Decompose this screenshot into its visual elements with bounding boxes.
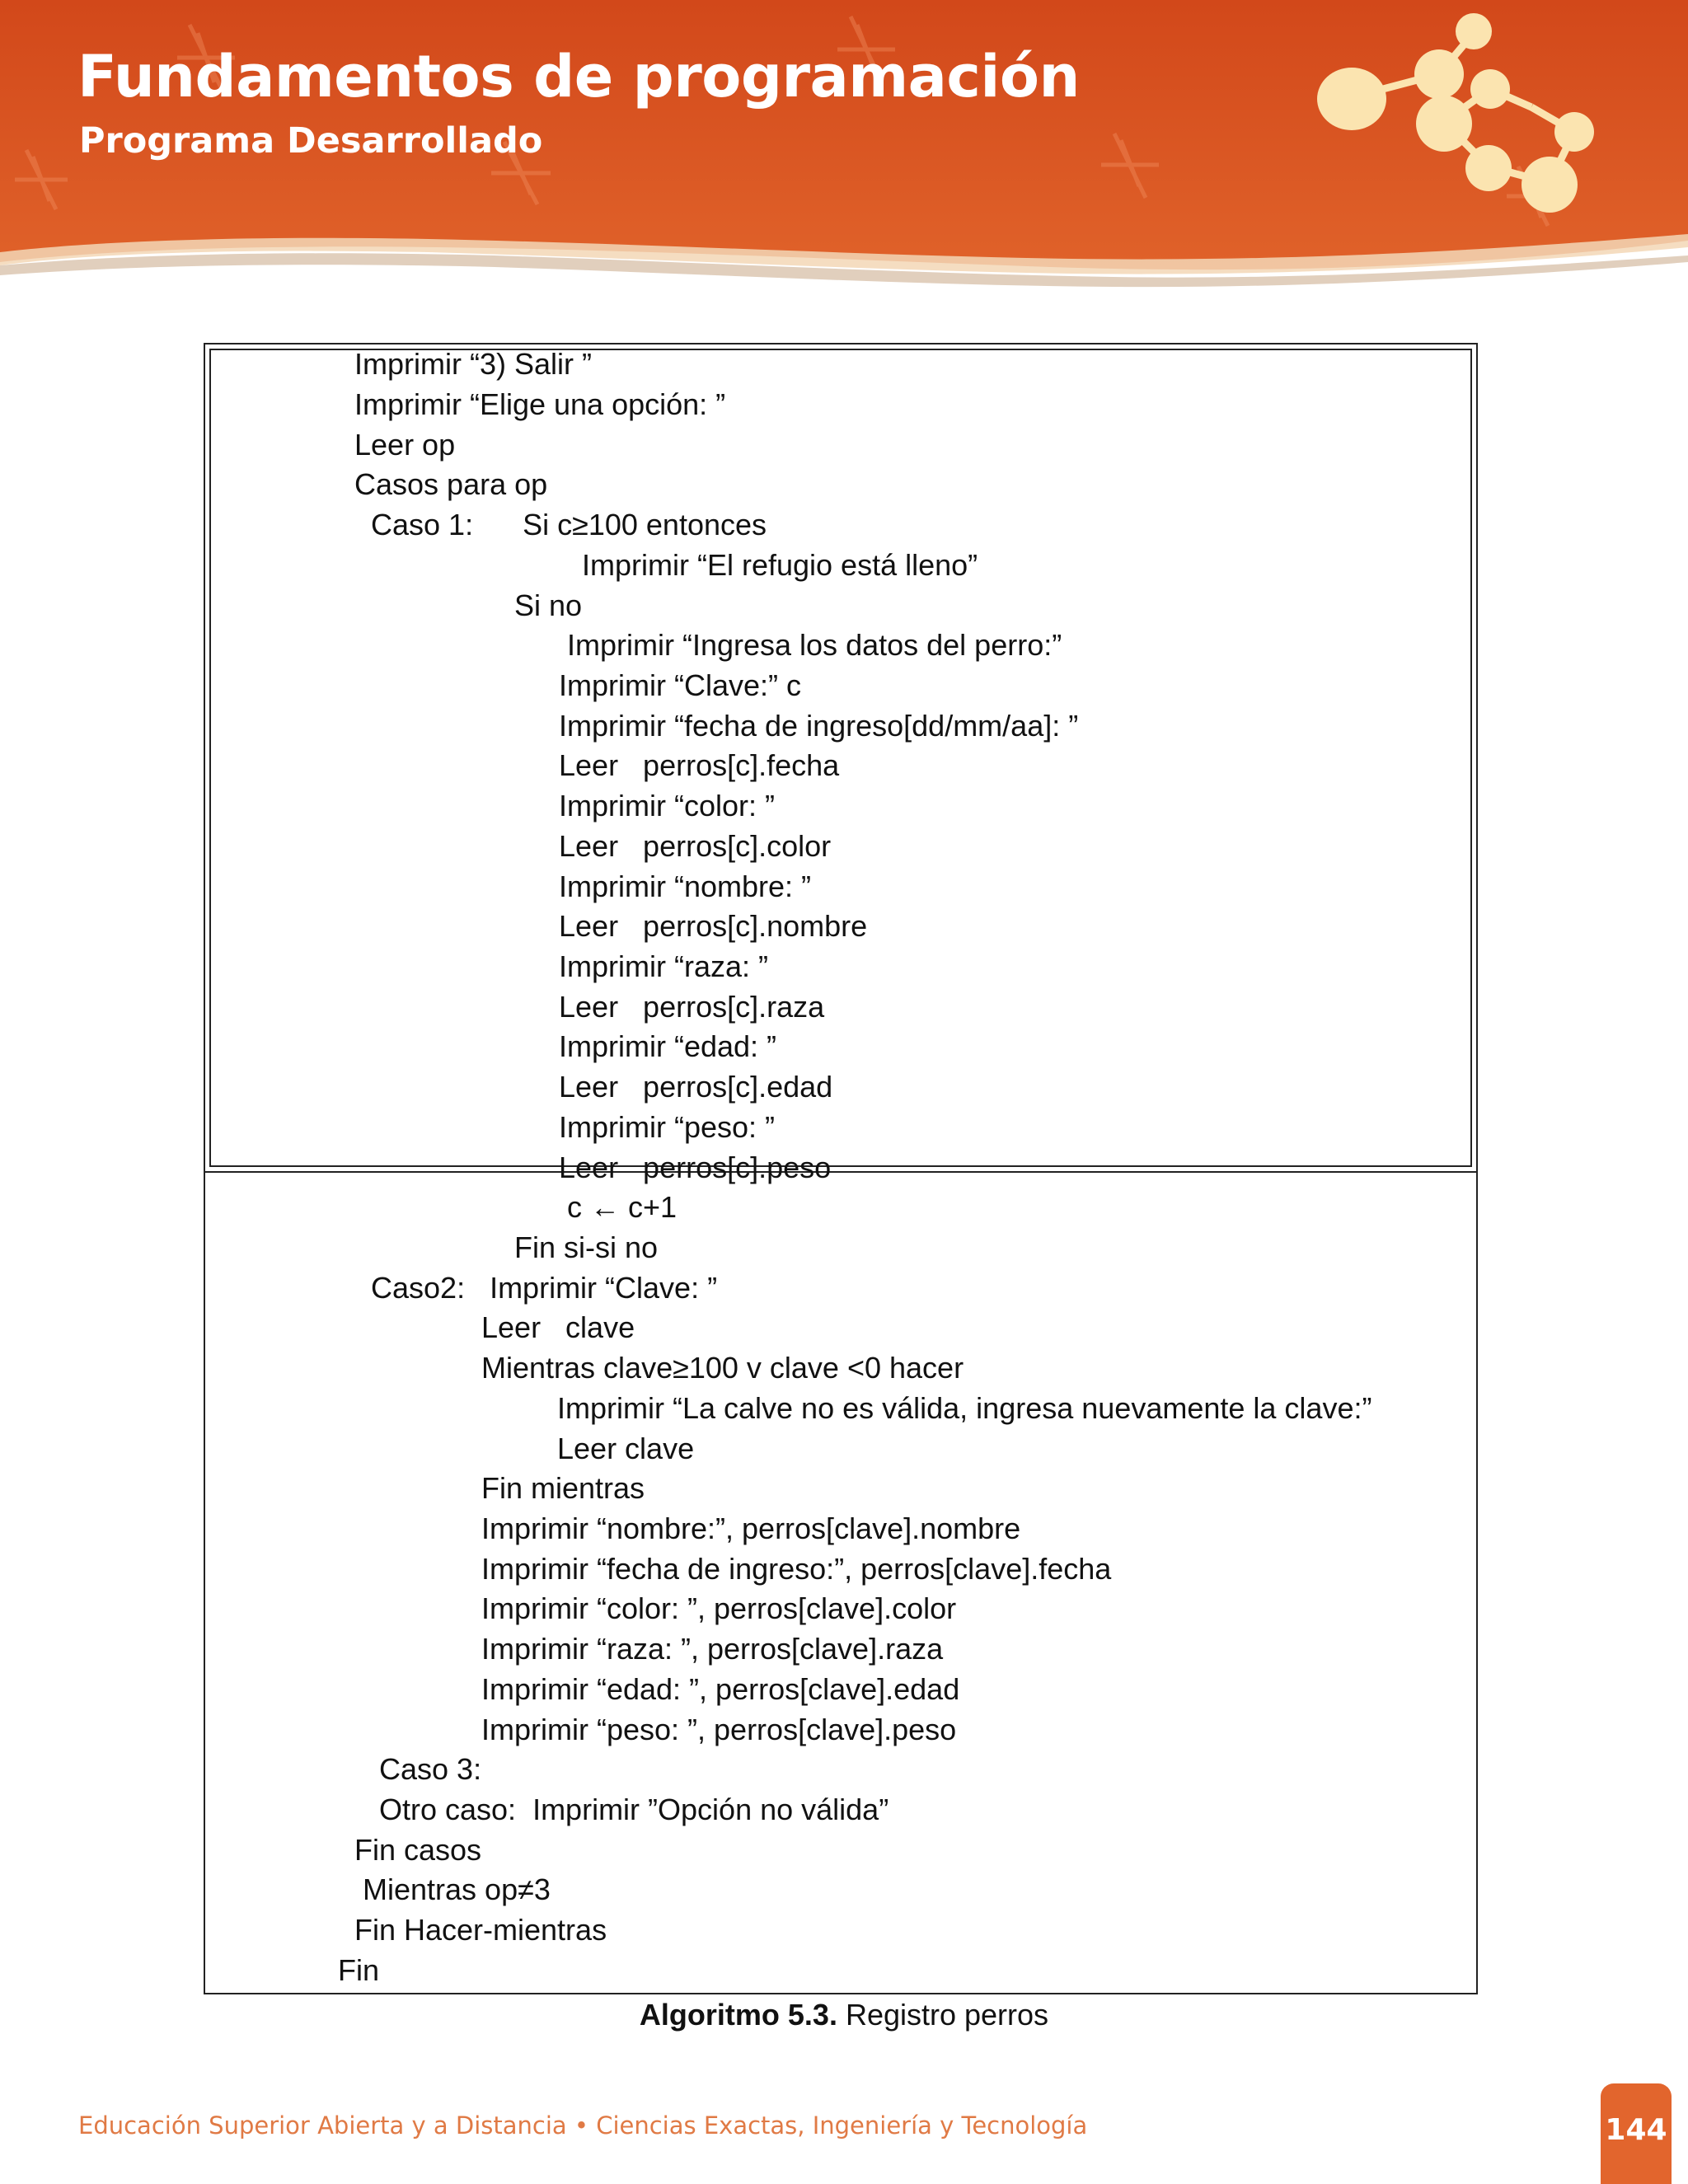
code-line: Leer perros[c].edad	[559, 1070, 833, 1104]
code-line: Imprimir “3) Salir ”	[354, 347, 592, 381]
code-line: Imprimir “edad: ”	[559, 1029, 777, 1063]
code-line: Mientras clave≥100 v clave <0 hacer	[481, 1351, 964, 1385]
code-line: Imprimir “nombre:”, perros[clave].nombre	[481, 1511, 1021, 1545]
code-line: Imprimir “El refugio está lleno”	[582, 548, 978, 582]
code-line: Leer clave	[481, 1310, 635, 1344]
page-number-tab	[1601, 2083, 1672, 2184]
code-line: Imprimir “edad: ”, perros[clave].edad	[481, 1672, 960, 1706]
caption-label: Algoritmo 5.3.	[639, 1998, 837, 2032]
code-line: Imprimir “raza: ”	[559, 949, 768, 983]
algorithm-box-frame	[204, 343, 1478, 1994]
code-line: Leer op	[354, 428, 456, 462]
code-line: Si no	[514, 588, 583, 622]
code-line: Fin	[338, 1953, 380, 1987]
code-line: Imprimir “color: ”	[559, 789, 775, 823]
code-line: Imprimir “peso: ”	[559, 1110, 776, 1144]
code-line: Otro caso: Imprimir ”Opción no válida”	[379, 1793, 889, 1826]
code-line: Caso2: Imprimir “Clave: ”	[371, 1271, 718, 1305]
code-line: Leer perros[c].nombre	[559, 909, 868, 943]
code-line: Imprimir “nombre: ”	[559, 869, 812, 903]
code-line: Imprimir “peso: ”, perros[clave].peso	[481, 1713, 957, 1746]
code-line: Imprimir “La calve no es válida, ingresa nuevamente la clave:”	[557, 1391, 1372, 1425]
footer-text: Educación Superior Abierta y a Distancia • Ciencias Exactas, Ingeniería y Tecnología	[78, 2111, 1088, 2139]
page-header	[0, 0, 1688, 297]
code-line: Caso 1: Si c≥100 entonces	[371, 508, 767, 541]
algorithm-caption	[0, 1998, 1688, 2032]
code-line: Fin si-si no	[514, 1230, 659, 1264]
code-line: Leer perros[c].fecha	[559, 748, 840, 782]
code-line: Imprimir “color: ”, perros[clave].color	[481, 1591, 957, 1625]
code-line: Fin Hacer-mientras	[354, 1913, 607, 1947]
page-subtitle: Programa Desarrollado	[79, 120, 543, 162]
code-line: Imprimir “fecha de ingreso:”, perros[clave].fecha	[481, 1552, 1112, 1586]
page-title: Fundamentos de programación	[77, 43, 1080, 110]
code-line: Imprimir “fecha de ingreso[dd/mm/aa]: ”	[559, 709, 1079, 743]
code-line: Imprimir “raza: ”, perros[clave].raza	[481, 1632, 944, 1666]
code-line: Mientras op≠3	[363, 1872, 551, 1906]
code-line: Imprimir “Ingresa los datos del perro:”	[567, 628, 1062, 662]
code-line: c ← c+1	[567, 1190, 678, 1224]
code-line: Leer perros[c].color	[559, 829, 832, 863]
code-line: Fin casos	[354, 1833, 482, 1867]
code-line: Leer perros[c].peso	[559, 1151, 832, 1184]
code-line: Leer perros[c].raza	[559, 990, 825, 1024]
code-line: Imprimir “Elige una opción: ”	[354, 387, 726, 421]
code-line: Caso 3:	[379, 1752, 482, 1786]
code-line: Leer clave	[557, 1432, 695, 1465]
code-line: Fin mientras	[481, 1471, 645, 1505]
caption-text: Registro perros	[837, 1998, 1049, 2032]
code-line: Imprimir “Clave:” c	[559, 668, 801, 702]
page-number: 144	[1605, 2113, 1667, 2147]
code-line: Casos para op	[354, 467, 548, 501]
